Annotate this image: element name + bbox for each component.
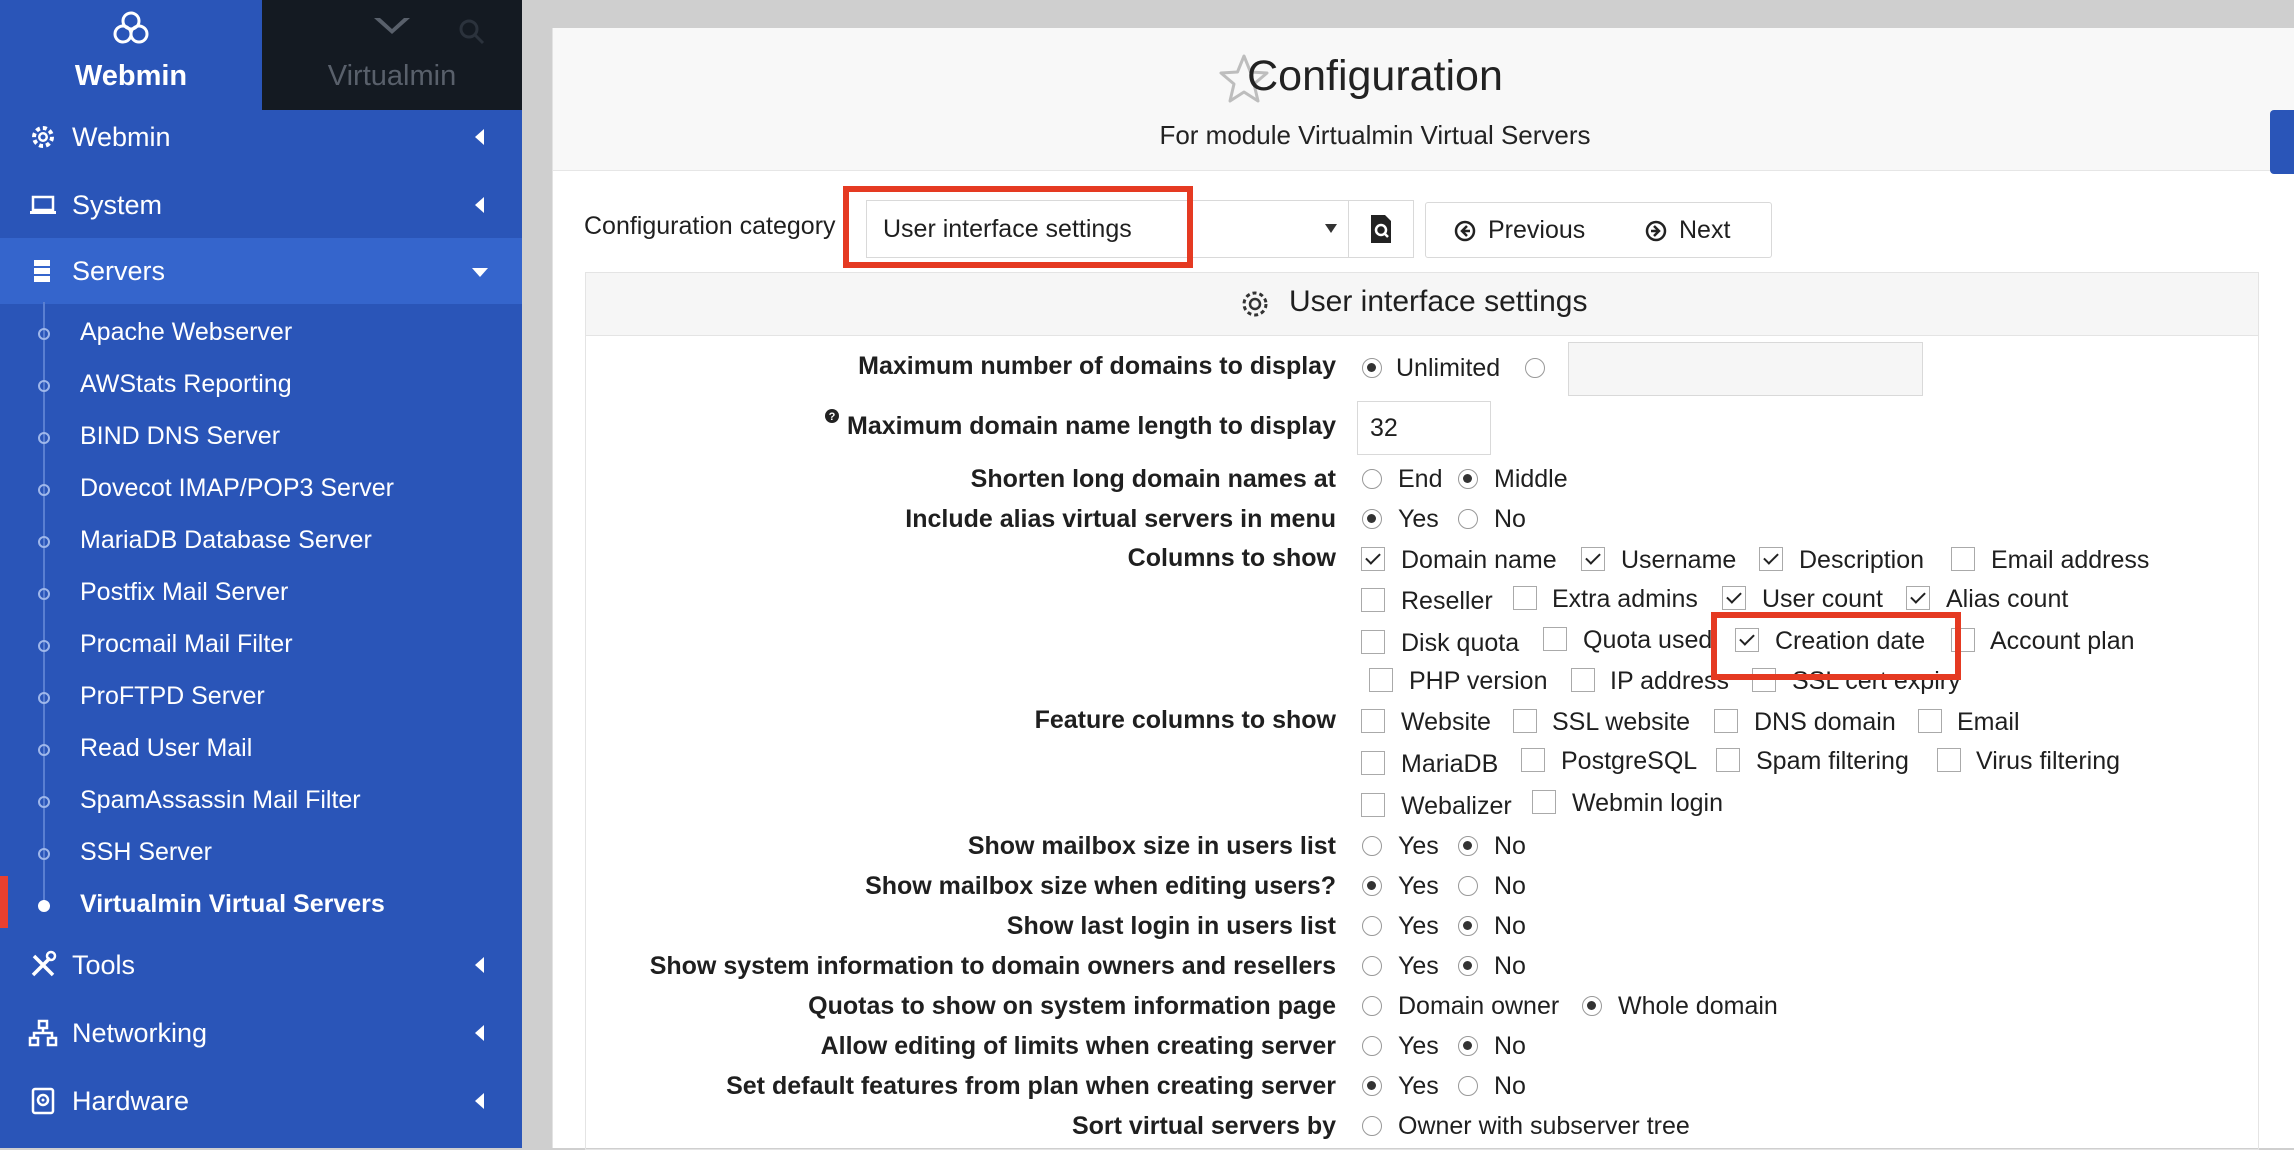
option-label: Webmin login (1572, 789, 1724, 817)
highlight-box-category (843, 186, 1193, 268)
row-label: Show mailbox size when editing users? (865, 872, 1336, 900)
option-label: Disk quota (1401, 629, 1520, 657)
option-label: Webalizer (1401, 792, 1512, 820)
option-label: Reseller (1401, 587, 1493, 615)
checkbox-webmin-login[interactable] (1532, 790, 1556, 814)
option-label: No (1494, 505, 1526, 533)
option-label: Owner with subserver tree (1398, 1112, 1690, 1140)
category-label: Configuration category (584, 212, 836, 240)
option-label: Yes (1398, 952, 1439, 980)
search-icon[interactable] (458, 18, 486, 46)
sidebar (0, 0, 522, 1148)
radio-custom-max[interactable] (1525, 358, 1545, 378)
option-label: Spam filtering (1756, 747, 1909, 775)
checkbox-spam-filtering[interactable] (1716, 748, 1740, 772)
bullet-icon (38, 744, 50, 756)
sidebar-item-label: Apache Webserver (80, 318, 293, 346)
sidebar-item-label: Postfix Mail Server (80, 578, 289, 606)
option-label: Virus filtering (1976, 747, 2121, 775)
row-label (824, 412, 1336, 441)
next-button[interactable] (1619, 202, 1772, 258)
option-label: Yes (1398, 832, 1439, 860)
max-length-input[interactable] (1357, 401, 1491, 455)
checkbox-alias-count[interactable] (1906, 586, 1930, 610)
tools-icon (28, 950, 58, 980)
option-label: No (1494, 832, 1526, 860)
bullet-icon (38, 536, 50, 548)
option-label: Domain name (1401, 546, 1557, 574)
sidebar-item-bind[interactable] (0, 410, 522, 462)
server-icon (28, 256, 58, 286)
row-label: Show last login in users list (1006, 912, 1336, 940)
page-subtitle: For module Virtualmin Virtual Servers (1159, 120, 1591, 150)
sidebar-item-label: Virtualmin Virtual Servers (80, 890, 385, 918)
bullet-icon (38, 380, 50, 392)
arrow-right-circle-icon (1645, 220, 1667, 242)
checkbox-dns-domain[interactable] (1714, 709, 1738, 733)
hardware-icon (28, 1086, 58, 1116)
radio-unlimited[interactable] (1362, 358, 1382, 378)
option-label: SSL cert expiry (1792, 667, 1961, 695)
checkbox-disk-quota[interactable] (1361, 630, 1385, 654)
sidebar-item-label: BIND DNS Server (80, 422, 281, 450)
sidebar-item-dovecot[interactable] (0, 462, 522, 514)
menu-label: Networking (72, 1018, 208, 1048)
virtualmin-logo-icon (370, 8, 414, 42)
chevron-left-icon (475, 957, 484, 973)
row-label: Show mailbox size in users list (967, 832, 1336, 860)
radio-no[interactable] (1458, 956, 1478, 976)
category-search-button[interactable] (1348, 200, 1414, 258)
radio-yes[interactable] (1362, 1036, 1382, 1056)
option-label: No (1494, 1072, 1526, 1100)
option-label: SSL website (1552, 708, 1691, 736)
checkbox-postgresql[interactable] (1521, 748, 1545, 772)
previous-label: Previous (1488, 216, 1586, 244)
bullet-icon (38, 848, 50, 860)
sidebar-item-virtualmin[interactable] (0, 878, 522, 930)
option-label: PostgreSQL (1561, 747, 1698, 775)
sidebar-item-label: ProFTPD Server (80, 682, 265, 710)
option-label: No (1494, 912, 1526, 940)
bullet-icon (38, 484, 50, 496)
right-edge-tab[interactable] (2270, 110, 2294, 174)
bullet-icon (38, 796, 50, 808)
gear-icon (1238, 287, 1272, 321)
option-label: IP address (1610, 667, 1730, 695)
row-label: Sort virtual servers by (1071, 1112, 1336, 1140)
radio-yes[interactable] (1362, 509, 1382, 529)
checkbox-username[interactable] (1581, 547, 1605, 571)
menu-system[interactable] (0, 172, 522, 238)
sidebar-item-label: Read User Mail (80, 734, 253, 762)
menu-servers[interactable] (0, 238, 522, 304)
menu-networking[interactable] (0, 1000, 522, 1066)
chevron-left-icon (475, 1025, 484, 1041)
checkbox-virus-filtering[interactable] (1937, 748, 1961, 772)
sidebar-item-read-user-mail[interactable] (0, 722, 522, 774)
checkbox-webalizer[interactable] (1361, 793, 1385, 817)
arrow-left-circle-icon (1454, 220, 1476, 242)
radio-no[interactable] (1458, 509, 1478, 529)
previous-button[interactable] (1425, 202, 1621, 258)
menu-label: System (72, 190, 163, 220)
sidebar-item-apache[interactable] (0, 306, 522, 358)
chevron-left-icon (475, 197, 484, 213)
sidebar-item-postfix[interactable] (0, 566, 522, 618)
checkbox-php-version[interactable] (1369, 668, 1393, 692)
option-label: Username (1621, 546, 1737, 574)
sidebar-item-label: SpamAssassin Mail Filter (80, 786, 361, 814)
radio-whole-domain[interactable] (1582, 996, 1602, 1016)
max-domains-input[interactable] (1568, 342, 1923, 396)
sidebar-item-procmail[interactable] (0, 618, 522, 670)
section-title: User interface settings (1289, 285, 1588, 318)
row-label: Set default features from plan when creating server (726, 1072, 1336, 1100)
menu-hardware[interactable] (0, 1068, 522, 1134)
menu-webmin[interactable] (0, 104, 522, 170)
next-label: Next (1679, 216, 1731, 244)
bullet-icon (38, 692, 50, 704)
checkbox-domain-name[interactable] (1361, 547, 1385, 571)
row-label: Include alias virtual servers in menu (905, 505, 1336, 533)
network-icon (28, 1018, 58, 1048)
search-doc-icon (1349, 201, 1413, 257)
category-select-value: User interface settings (883, 215, 1132, 243)
menu-tools[interactable] (0, 932, 522, 998)
option-label: Quota used (1583, 626, 1713, 654)
checkbox-ssl-website[interactable] (1513, 709, 1537, 733)
radio-yes[interactable] (1362, 916, 1382, 936)
radio-end[interactable] (1362, 469, 1382, 489)
sidebar-item-label: MariaDB Database Server (80, 526, 372, 554)
option-label: Email address (1991, 546, 2150, 574)
option-label: Alias count (1946, 585, 2069, 613)
option-label: Yes (1398, 872, 1439, 900)
svg-text:?: ? (828, 411, 836, 423)
page-header (553, 28, 2294, 171)
checkbox-email-address[interactable] (1951, 547, 1975, 571)
radio-no[interactable] (1458, 1076, 1478, 1096)
highlight-box-creation-date (1711, 612, 1961, 680)
option-label: Whole domain (1618, 992, 1778, 1020)
checkbox-website[interactable] (1361, 709, 1385, 733)
checkbox-user-count[interactable] (1722, 586, 1746, 610)
bullet-icon (38, 328, 50, 340)
tab-virtualmin-label: Virtualmin (327, 60, 457, 92)
checkbox-quota-used[interactable] (1543, 627, 1567, 651)
topbar (0, 0, 522, 110)
checkbox-mariadb[interactable] (1361, 751, 1385, 775)
checkbox-ip-address[interactable] (1571, 668, 1595, 692)
bullet-icon (38, 432, 50, 444)
option-label: No (1494, 872, 1526, 900)
radio-yes[interactable] (1362, 836, 1382, 856)
option-label: Yes (1398, 1072, 1439, 1100)
checkbox-description[interactable] (1759, 547, 1783, 571)
sidebar-item-spamassassin[interactable] (0, 774, 522, 826)
radio-middle[interactable] (1458, 469, 1478, 489)
row-label: Shorten long domain names at (970, 465, 1336, 493)
radio-yes[interactable] (1362, 956, 1382, 976)
radio-yes[interactable] (1362, 1076, 1382, 1096)
page-title: Configuration (1247, 52, 1503, 100)
option-label: PHP version (1409, 667, 1548, 695)
option-label: Unlimited (1396, 354, 1501, 382)
menu-label: Hardware (72, 1086, 190, 1116)
radio-no[interactable] (1458, 836, 1478, 856)
option-label: Description (1799, 546, 1925, 574)
option-label: End (1398, 465, 1443, 493)
checkbox-email[interactable] (1918, 709, 1942, 733)
option-label: Yes (1398, 505, 1439, 533)
chevron-left-icon (475, 1093, 484, 1109)
active-marker (0, 876, 8, 928)
sidebar-item-label: AWStats Reporting (80, 370, 292, 398)
tab-virtualmin[interactable] (262, 0, 522, 110)
tab-webmin-label: Webmin (74, 60, 188, 92)
sidebar-item-label: SSH Server (80, 838, 212, 866)
radio-no[interactable] (1458, 876, 1478, 896)
radio-domain-owner[interactable] (1362, 996, 1382, 1016)
row-label: Feature columns to show (1034, 706, 1336, 734)
radio-owner-tree[interactable] (1362, 1116, 1382, 1136)
row-label: Allow editing of limits when creating server (820, 1032, 1336, 1060)
radio-yes[interactable] (1362, 876, 1382, 896)
laptop-icon (28, 190, 58, 220)
tab-webmin[interactable] (0, 0, 262, 110)
option-label: Middle (1494, 465, 1568, 493)
menu-label: Tools (72, 950, 136, 980)
row-label: Show system information to domain owners and resellers (649, 952, 1336, 980)
sidebar-item-label: Dovecot IMAP/POP3 Server (80, 474, 395, 502)
checkbox-extra-admins[interactable] (1513, 586, 1537, 610)
bullet-icon (38, 640, 50, 652)
row-label-text: Maximum domain name length to display (847, 412, 1336, 440)
option-label: DNS domain (1754, 708, 1896, 736)
option-label: Creation date (1775, 627, 1926, 655)
bullet-icon (38, 588, 50, 600)
option-label: Yes (1398, 912, 1439, 940)
chevron-down-icon (472, 268, 488, 277)
menu-label: Webmin (72, 122, 171, 152)
section-header (586, 273, 2258, 336)
option-label: Yes (1398, 1032, 1439, 1060)
bullet-icon (38, 900, 50, 912)
option-label: No (1494, 952, 1526, 980)
option-label: Email (1957, 708, 2020, 736)
sidebar-item-awstats[interactable] (0, 358, 522, 410)
option-label: Domain owner (1398, 992, 1560, 1020)
option-label: Extra admins (1552, 585, 1698, 613)
webmin-logo-icon (111, 8, 151, 48)
menu-label: Servers (72, 256, 166, 286)
checkbox-reseller[interactable] (1361, 588, 1385, 612)
help-icon[interactable] (824, 408, 840, 424)
row-label: Columns to show (1127, 544, 1336, 572)
option-label: Account plan (1990, 627, 2135, 655)
sidebar-item-proftpd[interactable] (0, 670, 522, 722)
sidebar-item-ssh[interactable] (0, 826, 522, 878)
option-label: MariaDB (1401, 750, 1499, 778)
sidebar-item-label: Procmail Mail Filter (80, 630, 293, 658)
gear-icon (28, 122, 58, 152)
radio-no[interactable] (1458, 1036, 1478, 1056)
option-label: No (1494, 1032, 1526, 1060)
option-label: User count (1762, 585, 1883, 613)
max-length-value: 32 (1370, 414, 1398, 442)
option-label: Website (1401, 708, 1491, 736)
chevron-left-icon (475, 129, 484, 145)
caret-down-icon (1325, 224, 1337, 233)
radio-no[interactable] (1458, 916, 1478, 936)
sidebar-item-mariadb[interactable] (0, 514, 522, 566)
row-label: Quotas to show on system information page (808, 992, 1336, 1020)
row-label: Maximum number of domains to display (858, 352, 1336, 380)
